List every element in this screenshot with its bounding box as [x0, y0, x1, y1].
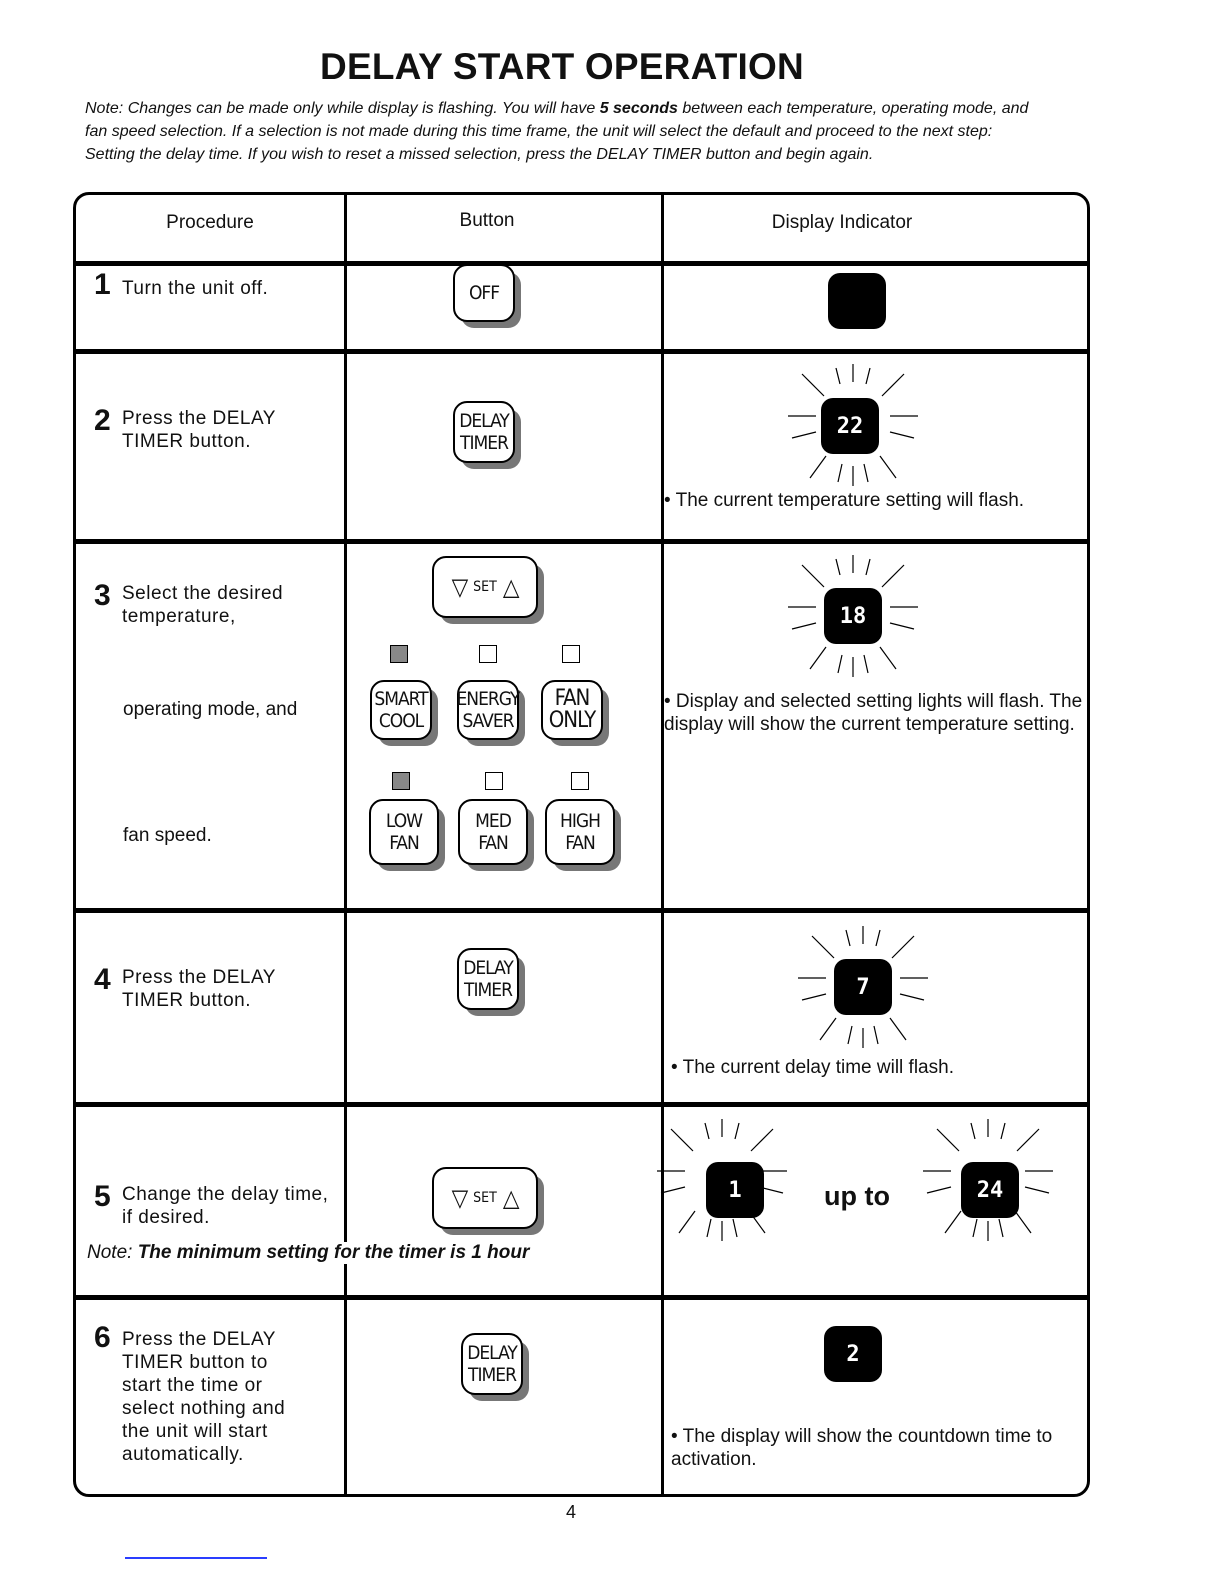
button-label: MED: [475, 810, 511, 832]
fan-only-button[interactable]: [541, 680, 603, 740]
med-fan-indicator: [485, 772, 503, 790]
down-arrow-icon[interactable]: ▽: [451, 1184, 468, 1212]
display-temperature: 18: [824, 588, 882, 644]
step-number: 1: [94, 268, 111, 301]
button-label: FAN: [389, 832, 419, 854]
off-button-label: OFF: [468, 282, 500, 304]
button-label: FAN: [478, 832, 508, 854]
up-to-label: up to: [824, 1181, 890, 1211]
display-description: • The current delay time will flash.: [671, 1057, 954, 1078]
up-arrow-icon[interactable]: △: [502, 1184, 519, 1212]
button-label: SMART: [374, 688, 428, 710]
display-countdown: 2: [824, 1326, 882, 1382]
low-fan-indicator: [392, 772, 410, 790]
button-label: HIGH: [559, 810, 600, 832]
row-divider: [76, 539, 1087, 544]
header-procedure: Procedure: [166, 212, 254, 233]
off-button[interactable]: [453, 264, 515, 322]
up-arrow-icon[interactable]: △: [502, 573, 519, 601]
step-3-fan-text: fan speed.: [123, 825, 212, 846]
energy-saver-indicator: [479, 645, 497, 663]
button-label: DELAY: [467, 1342, 517, 1364]
note-label: Note:: [87, 1242, 133, 1263]
step-3-mode-text: operating mode, and: [123, 699, 298, 720]
note-text: The minimum setting for the timer is 1 hour: [132, 1242, 530, 1263]
note-label: Note:: [85, 100, 124, 117]
smart-cool-indicator: [390, 645, 408, 663]
fan-only-indicator: [562, 645, 580, 663]
display-description: • The current temperature setting will flash.: [664, 490, 1025, 511]
step-text: Select the desired temperature,: [122, 583, 284, 627]
header-button: Button: [459, 210, 515, 231]
step-number: 5: [94, 1180, 111, 1213]
page-title: DELAY START OPERATION: [320, 46, 804, 87]
button-label: TIMER: [468, 1364, 516, 1386]
button-label: ONLY: [548, 708, 596, 733]
high-fan-indicator: [571, 772, 589, 790]
set-button[interactable]: [432, 1167, 538, 1229]
note-text-2: between each temperature, operating mode, and fan speed selection. If a selection is not made during this time frame, the unit will select the default and proceed to the next step: Setting the delay time. If you wish to reset a missed selection, press the DELAY TIMER button and begin again.: [85, 100, 1029, 163]
step-text: Press the DELAY TIMER button to start the time or select nothing and the unit will start automatically.: [122, 1329, 286, 1465]
delay-timer-button[interactable]: [457, 948, 519, 1010]
header-display: Display Indicator: [771, 212, 913, 233]
energy-saver-button[interactable]: [457, 680, 519, 740]
display-off: [828, 273, 886, 329]
button-label: ENERGY: [456, 688, 520, 710]
smart-cool-button[interactable]: [370, 680, 432, 740]
step-text: Change the delay time, if desired.: [122, 1184, 329, 1228]
procedure-table: [73, 192, 1090, 1497]
page-number: 4: [566, 1502, 577, 1522]
note-bold: 5 seconds: [599, 100, 678, 117]
row-divider: [76, 1295, 1087, 1300]
display-temperature: 22: [821, 398, 879, 454]
button-label: SAVER: [462, 710, 514, 732]
row-divider: [76, 261, 1087, 266]
delay-timer-button[interactable]: [453, 401, 515, 463]
button-label: LOW: [385, 810, 423, 832]
display-description: • The display will show the countdown time to activation.: [671, 1426, 1053, 1470]
med-fan-button[interactable]: [458, 799, 528, 865]
button-label: TIMER: [460, 432, 508, 454]
footer-line: [125, 1557, 267, 1559]
row-divider: [76, 349, 1087, 354]
display-delay-min: 1: [706, 1162, 764, 1218]
step-number: 3: [94, 579, 111, 612]
step-text: Turn the unit off.: [122, 278, 269, 299]
button-label: DELAY: [463, 957, 513, 979]
delay-timer-button[interactable]: [461, 1333, 523, 1395]
button-label: COOL: [378, 710, 424, 732]
step-5-note: [87, 1242, 533, 1264]
step-number: 6: [94, 1321, 111, 1354]
set-button[interactable]: [432, 556, 538, 618]
display-delay-time: 7: [834, 959, 892, 1015]
set-label: SET: [473, 1190, 497, 1206]
button-label: FAN: [565, 832, 595, 854]
step-text: Press the DELAY TIMER button.: [122, 967, 276, 1011]
display-description: • Display and selected setting lights will flash. The display will show the current temperature setting.: [664, 691, 1083, 735]
high-fan-button[interactable]: [545, 799, 615, 865]
button-label: TIMER: [464, 979, 512, 1001]
step-number: 4: [94, 963, 111, 996]
set-label: SET: [473, 579, 497, 595]
display-delay-max: 24: [961, 1162, 1019, 1218]
step-text: Press the DELAY TIMER button.: [122, 408, 276, 452]
row-divider: [76, 908, 1087, 913]
button-label: DELAY: [459, 410, 509, 432]
note-text-1: Changes can be made only while display is flashing. You will have: [123, 100, 600, 117]
low-fan-button[interactable]: [369, 799, 439, 865]
button-label: FAN: [554, 686, 590, 711]
step-number: 2: [94, 404, 111, 437]
row-divider: [76, 1102, 1087, 1107]
intro-note: [85, 97, 1030, 166]
down-arrow-icon[interactable]: ▽: [451, 573, 468, 601]
